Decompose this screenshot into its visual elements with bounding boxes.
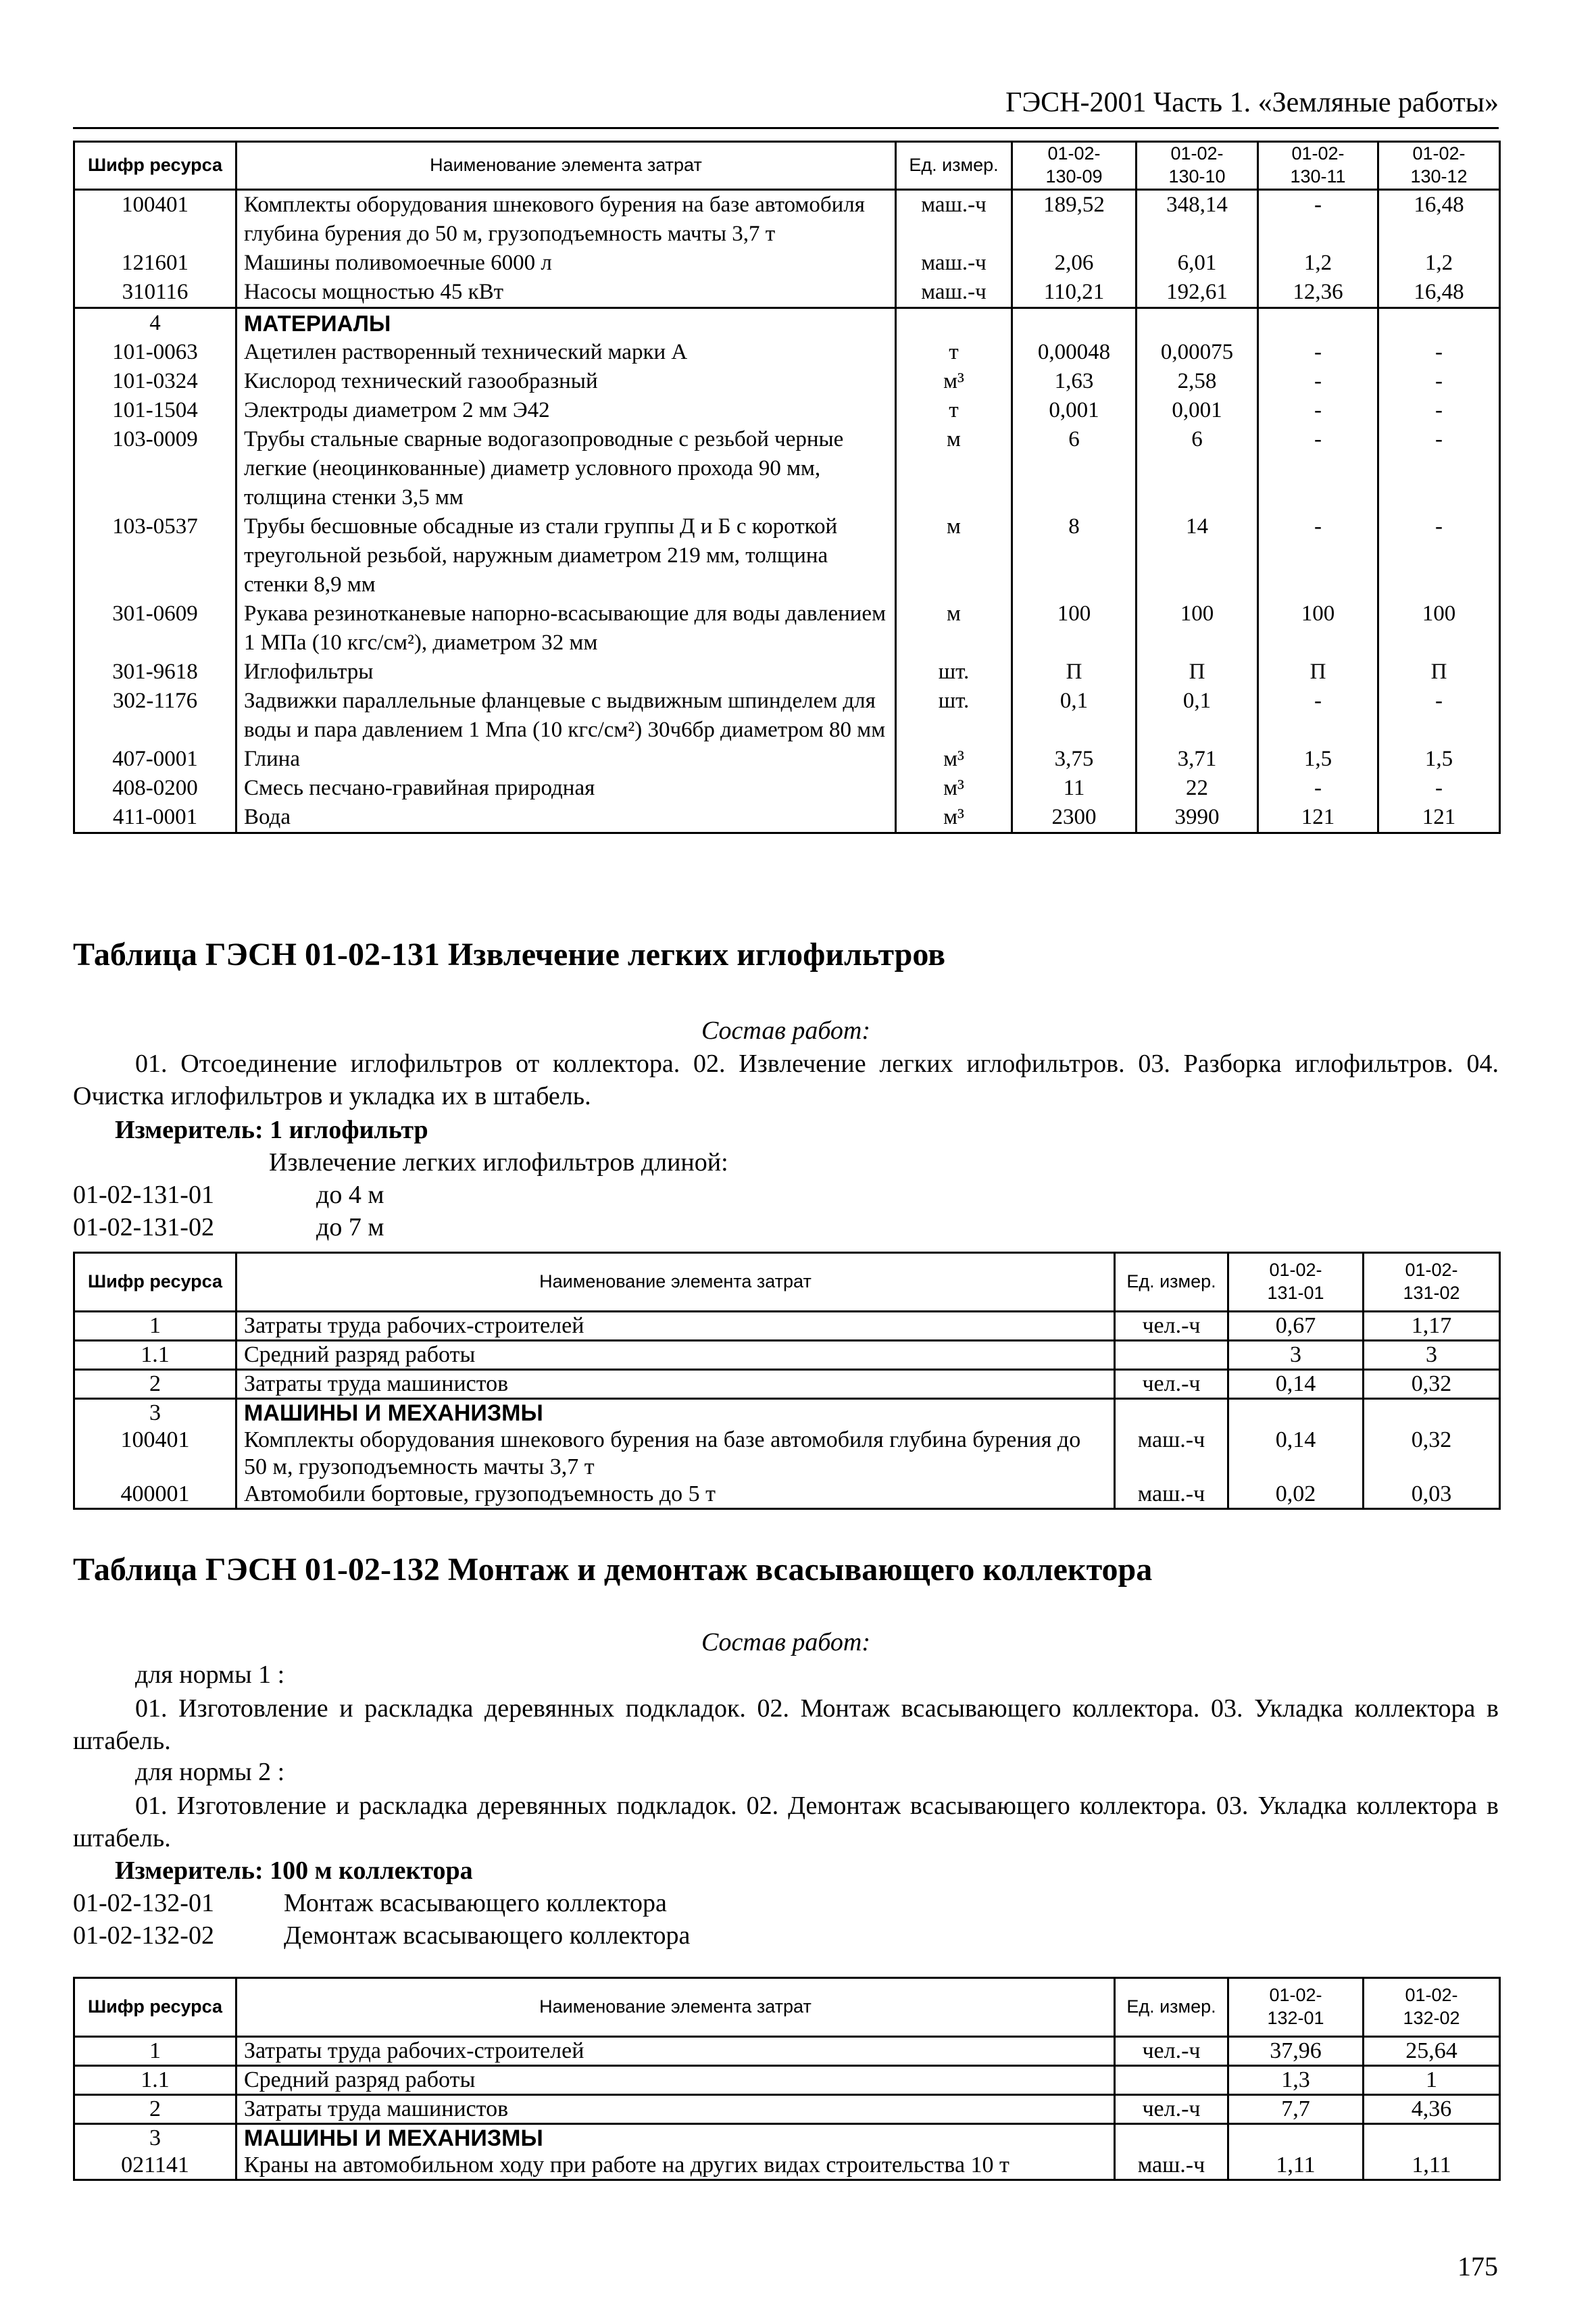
norm-value-cell: П xyxy=(1012,658,1137,687)
table-row xyxy=(74,1399,1500,1427)
col-header-name: Наименование элемента затрат xyxy=(236,1253,1115,1312)
unit-cell: маш.-ч xyxy=(896,278,1012,308)
norm-value-cell: 0,14 xyxy=(1228,1370,1364,1399)
norm-value-cell: 348,14 xyxy=(1137,189,1258,249)
norm-value-cell: - xyxy=(1378,687,1500,745)
unit-cell: шт. xyxy=(896,687,1012,745)
cost-element-name-cell: Вода xyxy=(236,803,896,833)
resource-code-cell: 121601 xyxy=(74,249,236,278)
norm-value-cell: 100 xyxy=(1137,599,1258,658)
norm-value-cell: 3,71 xyxy=(1137,745,1258,774)
norm-value-cell: - xyxy=(1378,425,1500,512)
norm2-label: для нормы 2 : xyxy=(135,1758,285,1786)
cost-element-name-cell: Средний разряд работы xyxy=(236,1341,1115,1370)
norm1-composition: 01. Изготовление и раскладка деревянных подкладок. 02. Монтаж всасывающего коллектора. 03. Укладка коллектора в штабель. xyxy=(73,1694,1499,1755)
norm-value-cell: 100 xyxy=(1378,599,1500,658)
measure-unit: Измеритель: 1 иглофильтр xyxy=(115,1116,428,1144)
norm-value-cell: 1,5 xyxy=(1258,745,1378,774)
norm-value-cell: 1 xyxy=(1364,2066,1500,2095)
resource-code-cell: 3 xyxy=(74,1399,236,1427)
section-title-132: Таблица ГЭСН 01-02-132 Монтаж и демонтаж всасывающего коллектора xyxy=(73,1552,1153,1587)
table-row xyxy=(74,2066,1500,2095)
cost-element-name-cell: Средний разряд работы xyxy=(236,2066,1115,2095)
norm-value-cell xyxy=(1228,1399,1364,1427)
table-row xyxy=(74,189,1500,249)
norm-value-cell: 4,36 xyxy=(1364,2095,1500,2124)
cost-element-name-cell: МАШИНЫ И МЕХАНИЗМЫ xyxy=(236,1399,1115,1427)
cost-element-name-cell: Комплекты оборудования шнекового бурения на базе автомобиля глубина бурения до 50 м, грузоподъемность мачты 3,7 т xyxy=(236,189,896,249)
resource-code-cell: 302-1176 xyxy=(74,687,236,745)
resource-code-cell: 103-0537 xyxy=(74,512,236,599)
norm-value-cell: 1,2 xyxy=(1258,249,1378,278)
table-row xyxy=(74,512,1500,599)
norm-value-cell: - xyxy=(1258,512,1378,599)
unit-cell: м³ xyxy=(896,803,1012,833)
norm-value-cell: 1,3 xyxy=(1228,2066,1364,2095)
resource-code-cell: 101-1504 xyxy=(74,396,236,425)
norm-value-cell: 16,48 xyxy=(1378,189,1500,249)
col-header-norm: 01-02- 130-11 xyxy=(1258,142,1378,190)
resource-code-cell: 2 xyxy=(74,2095,236,2124)
norm-value-cell: 2300 xyxy=(1012,803,1137,833)
col-header-unit: Ед. измер. xyxy=(1115,1978,1228,2037)
norm-value-cell xyxy=(1258,307,1378,338)
norm-value-cell: - xyxy=(1378,774,1500,803)
table-row xyxy=(74,425,1500,512)
resource-code-cell: 1.1 xyxy=(74,2066,236,2095)
cost-element-name-cell: Кислород технический газообразный xyxy=(236,367,896,396)
norm-value-cell: П xyxy=(1378,658,1500,687)
norm-text: до 4 м xyxy=(316,1181,384,1209)
table-row xyxy=(74,2152,1500,2180)
col-header-name: Наименование элемента затрат xyxy=(236,142,896,190)
col-header-norm: 01-02- 130-09 xyxy=(1012,142,1137,190)
norm-value-cell: - xyxy=(1258,774,1378,803)
table-body xyxy=(74,1312,1500,1509)
unit-cell xyxy=(896,307,1012,338)
cost-element-name-cell: Электроды диаметром 2 мм Э42 xyxy=(236,396,896,425)
unit-cell: т xyxy=(896,338,1012,367)
unit-cell xyxy=(1115,1399,1228,1427)
col-header-norm: 01-02- 132-01 xyxy=(1228,1978,1364,2037)
section-title-131: Таблица ГЭСН 01-02-131 Извлечение легких иглофильтров xyxy=(73,937,946,973)
cost-element-name-cell: Смесь песчано-гравийная природная xyxy=(236,774,896,803)
norm-value-cell: 6 xyxy=(1137,425,1258,512)
norm-value-cell: 121 xyxy=(1258,803,1378,833)
resource-code-cell: 101-0324 xyxy=(74,367,236,396)
unit-cell: маш.-ч xyxy=(1115,1427,1228,1481)
unit-cell: чел.-ч xyxy=(1115,2037,1228,2066)
unit-cell: чел.-ч xyxy=(1115,1370,1228,1399)
table-row xyxy=(74,2037,1500,2066)
norm-value-cell: - xyxy=(1258,396,1378,425)
norm-value-cell: - xyxy=(1258,425,1378,512)
norm-value-cell: 121 xyxy=(1378,803,1500,833)
unit-cell xyxy=(1115,2124,1228,2152)
resource-code-cell: 100401 xyxy=(74,1427,236,1481)
resource-code-cell: 408-0200 xyxy=(74,774,236,803)
norm-value-cell xyxy=(1137,307,1258,338)
table-row xyxy=(74,278,1500,308)
norm-value-cell: - xyxy=(1378,367,1500,396)
cost-element-name-cell: Затраты труда машинистов xyxy=(236,2095,1115,2124)
cost-element-name-cell: Комплекты оборудования шнекового бурения на базе автомобиля глубина бурения до 50 м, грузоподъемность мачты 3,7 т xyxy=(236,1427,1115,1481)
table-row xyxy=(74,1481,1500,1509)
norm-value-cell: 37,96 xyxy=(1228,2037,1364,2066)
norm-value-cell: 1,63 xyxy=(1012,367,1137,396)
cost-element-name-cell: Трубы бесшовные обсадные из стали группы Д и Б с короткой треугольной резьбой, наружным диаметром 219 мм, толщина стенки 8,9 мм xyxy=(236,512,896,599)
resource-code-cell: 100401 xyxy=(74,189,236,249)
unit-cell: шт. xyxy=(896,658,1012,687)
composition-label: Состав работ: xyxy=(701,1628,871,1656)
norm-text: Монтаж всасывающего коллектора xyxy=(284,1889,667,1917)
cost-element-name-cell: Трубы стальные сварные водогазопроводные с резьбой черные легкие (неоцинкованные) диаметр условного прохода 90 мм, толщина стенки 3,5 мм xyxy=(236,425,896,512)
table-row xyxy=(74,307,1500,338)
resource-code-cell: 2 xyxy=(74,1370,236,1399)
norm-value-cell: 100 xyxy=(1012,599,1137,658)
norms-subheading: Извлечение легких иглофильтров длиной: xyxy=(269,1148,728,1177)
norm-value-cell: 3,75 xyxy=(1012,745,1137,774)
resource-code-cell: 301-0609 xyxy=(74,599,236,658)
unit-cell: м³ xyxy=(896,745,1012,774)
cost-element-name-cell: МАТЕРИАЛЫ xyxy=(236,307,896,338)
col-header-unit: Ед. измер. xyxy=(896,142,1012,190)
resource-code-cell: 1 xyxy=(74,2037,236,2066)
table-row xyxy=(74,1427,1500,1481)
unit-cell: чел.-ч xyxy=(1115,2095,1228,2124)
resource-code-cell: 101-0063 xyxy=(74,338,236,367)
resource-code-cell: 400001 xyxy=(74,1481,236,1509)
unit-cell: м³ xyxy=(896,367,1012,396)
norm-value-cell: 3 xyxy=(1364,1341,1500,1370)
table-row xyxy=(74,774,1500,803)
table-row xyxy=(74,803,1500,833)
cost-element-name-cell: Ацетилен растворенный технический марки А xyxy=(236,338,896,367)
running-header: ГЭСН-2001 Часть 1. «Земляные работы» xyxy=(1005,87,1499,118)
table-body xyxy=(74,2037,1500,2180)
norm1-label: для нормы 1 : xyxy=(135,1660,285,1689)
unit-cell: м xyxy=(896,512,1012,599)
table-row xyxy=(74,745,1500,774)
norm-value-cell: 0,001 xyxy=(1012,396,1137,425)
resource-code-cell: 1 xyxy=(74,1312,236,1341)
norm-value-cell: 1,5 xyxy=(1378,745,1500,774)
table-row xyxy=(74,599,1500,658)
composition-label: Состав работ: xyxy=(701,1016,871,1045)
table-row xyxy=(74,1370,1500,1399)
unit-cell: чел.-ч xyxy=(1115,1312,1228,1341)
table-body xyxy=(74,189,1500,833)
norm-value-cell: 11 xyxy=(1012,774,1137,803)
cost-element-name-cell: Машины поливомоечные 6000 л xyxy=(236,249,896,278)
cost-element-name-cell: МАШИНЫ И МЕХАНИЗМЫ xyxy=(236,2124,1115,2152)
norm-value-cell: 0,03 xyxy=(1364,1481,1500,1509)
norm-value-cell: 0,1 xyxy=(1012,687,1137,745)
norm-value-cell: 6 xyxy=(1012,425,1137,512)
resource-code-cell: 1.1 xyxy=(74,1341,236,1370)
norm-value-cell: - xyxy=(1378,396,1500,425)
measure-unit: Измеритель: 100 м коллектора xyxy=(115,1856,473,1885)
norm-value-cell: 0,02 xyxy=(1228,1481,1364,1509)
cost-element-name-cell: Рукава резинотканевые напорно-всасывающие для воды давлением 1 МПа (10 кгс/см²), диаметром 32 мм xyxy=(236,599,896,658)
col-header-norm: 01-02- 132-02 xyxy=(1364,1978,1500,2037)
norm-value-cell: 0,14 xyxy=(1228,1427,1364,1481)
norm-value-cell: 3 xyxy=(1228,1341,1364,1370)
norm-value-cell: 0,001 xyxy=(1137,396,1258,425)
norm-text: до 7 м xyxy=(316,1213,384,1241)
norm-value-cell: - xyxy=(1258,687,1378,745)
norm-value-cell: 12,36 xyxy=(1258,278,1378,308)
table-row xyxy=(74,2095,1500,2124)
norm-value-cell: 7,7 xyxy=(1228,2095,1364,2124)
unit-cell: маш.-ч xyxy=(896,189,1012,249)
norm-value-cell: 16,48 xyxy=(1378,278,1500,308)
unit-cell: м xyxy=(896,599,1012,658)
cost-element-name-cell: Затраты труда машинистов xyxy=(236,1370,1115,1399)
cost-element-name-cell: Затраты труда рабочих-строителей xyxy=(236,1312,1115,1341)
col-header-code: Шифр ресурса xyxy=(74,142,236,190)
norm-value-cell: 0,1 xyxy=(1137,687,1258,745)
resource-code-cell: 3 xyxy=(74,2124,236,2152)
norm-value-cell xyxy=(1228,2124,1364,2152)
table-row xyxy=(74,2124,1500,2152)
norm-code: 01-02-131-02 xyxy=(73,1213,214,1241)
resource-code-cell: 103-0009 xyxy=(74,425,236,512)
norm-value-cell: - xyxy=(1258,338,1378,367)
col-header-norm: 01-02- 131-01 xyxy=(1228,1253,1364,1312)
unit-cell xyxy=(1115,2066,1228,2095)
table-row xyxy=(74,338,1500,367)
page-number: 175 xyxy=(1457,2251,1498,2282)
norm-value-cell: 1,2 xyxy=(1378,249,1500,278)
table-row xyxy=(74,658,1500,687)
cost-element-name-cell: Краны на автомобильном ходу при работе на других видах строительства 10 т xyxy=(236,2152,1115,2180)
norm-text: Демонтаж всасывающего коллектора xyxy=(284,1921,691,1950)
table-row xyxy=(74,687,1500,745)
norm-value-cell: 0,00075 xyxy=(1137,338,1258,367)
norm-value-cell: - xyxy=(1258,189,1378,249)
norm-value-cell: 189,52 xyxy=(1012,189,1137,249)
norm-value-cell xyxy=(1364,2124,1500,2152)
unit-cell: т xyxy=(896,396,1012,425)
resource-code-cell: 301-9618 xyxy=(74,658,236,687)
norm-value-cell: 2,58 xyxy=(1137,367,1258,396)
resource-code-cell: 407-0001 xyxy=(74,745,236,774)
col-header-unit: Ед. измер. xyxy=(1115,1253,1228,1312)
norm-value-cell xyxy=(1364,1399,1500,1427)
table-row xyxy=(74,1341,1500,1370)
cost-element-name-cell: Автомобили бортовые, грузоподъемность до 5 т xyxy=(236,1481,1115,1509)
col-header-norm: 01-02- 131-02 xyxy=(1364,1253,1500,1312)
norm-value-cell: 2,06 xyxy=(1012,249,1137,278)
resource-code-cell: 4 xyxy=(74,307,236,338)
col-header-norm: 01-02- 130-10 xyxy=(1137,142,1258,190)
norm-value-cell: 25,64 xyxy=(1364,2037,1500,2066)
norm-value-cell: 110,21 xyxy=(1012,278,1137,308)
cost-element-name-cell: Задвижки параллельные фланцевые с выдвижным шпинделем для воды и пара давлением 1 Мпа (10 кгс/см²) 30ч6бр диаметром 80 мм xyxy=(236,687,896,745)
norm-value-cell: - xyxy=(1258,367,1378,396)
cost-element-name-cell: Глина xyxy=(236,745,896,774)
resource-code-cell: 411-0001 xyxy=(74,803,236,833)
norm-value-cell: 0,32 xyxy=(1364,1427,1500,1481)
norm-value-cell: П xyxy=(1258,658,1378,687)
norm-value-cell: 1,17 xyxy=(1364,1312,1500,1341)
header-rule xyxy=(73,127,1499,129)
composition-text: 01. Отсоединение иглофильтров от коллектора. 02. Извлечение легких иглофильтров. 03. Разборка иглофильтров. 04. Очистка иглофильтров и укладка их в штабель. xyxy=(73,1050,1499,1110)
table-row xyxy=(74,396,1500,425)
norm-value-cell xyxy=(1378,307,1500,338)
norm-value-cell: - xyxy=(1378,338,1500,367)
cost-element-name-cell: Насосы мощностью 45 кВт xyxy=(236,278,896,308)
unit-cell: маш.-ч xyxy=(896,249,1012,278)
col-header-code: Шифр ресурса xyxy=(74,1978,236,2037)
table-row xyxy=(74,249,1500,278)
norm-value-cell xyxy=(1012,307,1137,338)
norm2-composition: 01. Изготовление и раскладка деревянных подкладок. 02. Демонтаж всасывающего коллектора. 03. Укладка коллектора в штабель. xyxy=(73,1792,1499,1852)
resource-table-132 xyxy=(73,1977,1501,2181)
resource-code-cell: 310116 xyxy=(74,278,236,308)
table-row xyxy=(74,367,1500,396)
col-header-norm: 01-02- 130-12 xyxy=(1378,142,1500,190)
norm-value-cell: 100 xyxy=(1258,599,1378,658)
cost-element-name-cell: Иглофильтры xyxy=(236,658,896,687)
norm-value-cell: 3990 xyxy=(1137,803,1258,833)
norm-value-cell: 0,00048 xyxy=(1012,338,1137,367)
col-header-code: Шифр ресурса xyxy=(74,1253,236,1312)
cost-element-name-cell: Затраты труда рабочих-строителей xyxy=(236,2037,1115,2066)
norm-value-cell: 192,61 xyxy=(1137,278,1258,308)
col-header-name: Наименование элемента затрат xyxy=(236,1978,1115,2037)
norm-code: 01-02-132-01 xyxy=(73,1889,214,1917)
norm-value-cell: П xyxy=(1137,658,1258,687)
norm-value-cell: 8 xyxy=(1012,512,1137,599)
table-row xyxy=(74,1312,1500,1341)
norm-value-cell: 1,11 xyxy=(1228,2152,1364,2180)
resource-table-131 xyxy=(73,1252,1501,1510)
norm-code: 01-02-131-01 xyxy=(73,1181,214,1209)
unit-cell: м xyxy=(896,425,1012,512)
unit-cell: маш.-ч xyxy=(1115,1481,1228,1509)
norm-value-cell: 14 xyxy=(1137,512,1258,599)
norm-value-cell: 0,32 xyxy=(1364,1370,1500,1399)
norm-value-cell: 0,67 xyxy=(1228,1312,1364,1341)
unit-cell: маш.-ч xyxy=(1115,2152,1228,2180)
norm-value-cell: - xyxy=(1378,512,1500,599)
resource-code-cell: 021141 xyxy=(74,2152,236,2180)
unit-cell xyxy=(1115,1341,1228,1370)
norm-value-cell: 22 xyxy=(1137,774,1258,803)
norm-value-cell: 1,11 xyxy=(1364,2152,1500,2180)
norm-value-cell: 6,01 xyxy=(1137,249,1258,278)
norm-code: 01-02-132-02 xyxy=(73,1921,214,1950)
resource-table-130 xyxy=(73,141,1501,834)
unit-cell: м³ xyxy=(896,774,1012,803)
